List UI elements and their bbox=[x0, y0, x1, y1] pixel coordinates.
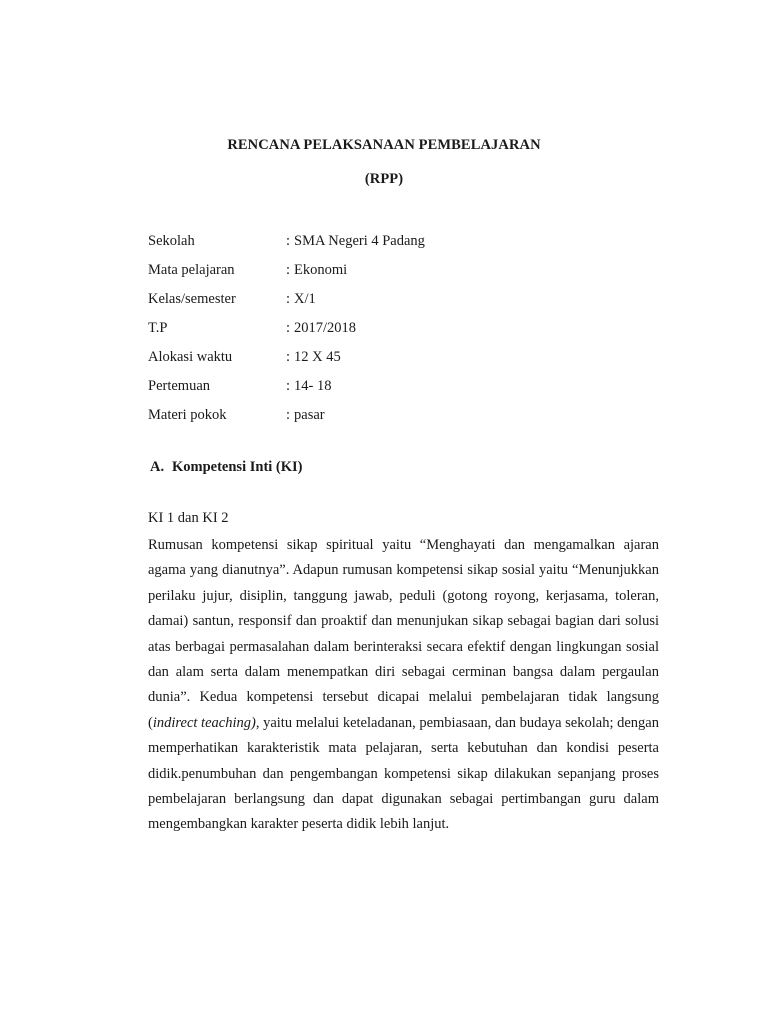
paragraph-text-part1: Rumusan kompetensi sikap spiritual yaitu “Menghayati dan mengamalkan ajaran agama yang dianutnya”. Adapun rumusan kompetensi sikap sosial yaitu “Menunjukkan perilaku jujur, disiplin, tanggung jawab, peduli (gotong royong, kerjasama, toleran, damai) santun, responsif dan proaktif dan menunjukan sikap sebagai bagian dari solusi atas berbagai permasalahan dalam berinteraksi secara efektif dengan lingkungan sosial dan alam serta dalam menempatkan diri sebagai cerminan bangsa dalam pergaulan dunia”. Kedua kompetensi tersebut dicapai melalui pembelajaran tidak langsung ( bbox=[148, 537, 659, 731]
info-row-materi-pokok bbox=[148, 405, 628, 434]
paragraph-italic-term: indirect teaching) bbox=[152, 714, 256, 731]
info-value: SMA Negeri 4 Padang bbox=[294, 233, 425, 249]
info-separator: : bbox=[286, 320, 291, 336]
info-value: X/1 bbox=[294, 291, 316, 307]
body-paragraph bbox=[148, 533, 659, 838]
info-label: Kelas/semester bbox=[148, 291, 236, 307]
ki-label: KI 1 dan KI 2 bbox=[148, 510, 229, 526]
info-label: Pertemuan bbox=[148, 378, 211, 394]
info-separator: : bbox=[286, 378, 291, 394]
info-row-pertemuan bbox=[148, 376, 628, 405]
info-label: Mata pelajaran bbox=[148, 262, 235, 278]
info-row-tp bbox=[148, 318, 628, 347]
info-separator: : bbox=[286, 349, 291, 365]
paragraph-text-part2: , yaitu melalui keteladanan, pembiasaan, dan budaya sekolah; dengan memperhatikan karakteristik mata pelajaran, serta kebutuhan dan kondisi peserta didik.penumbuhan dan pengembangan kompetensi sikap dilakukan sepanjang proses pembelajaran berlangsung dan dapat digunakan sebagai pertimbangan guru dalam mengembangkan karakter peserta didik lebih lanjut. bbox=[148, 714, 659, 833]
document-subtitle: (RPP) bbox=[364, 171, 404, 187]
info-value: 14- 18 bbox=[294, 378, 332, 394]
info-row-alokasi-waktu bbox=[148, 347, 628, 376]
info-table bbox=[148, 231, 628, 434]
info-separator: : bbox=[286, 407, 291, 423]
info-row-sekolah bbox=[148, 231, 628, 260]
info-separator: : bbox=[286, 291, 291, 307]
info-label: T.P bbox=[148, 320, 168, 336]
info-label: Alokasi waktu bbox=[148, 349, 233, 365]
section-title: Kompetensi Inti (KI) bbox=[172, 459, 303, 475]
info-separator: : bbox=[286, 262, 291, 278]
section-heading-kompetensi-inti bbox=[150, 459, 303, 476]
info-row-kelas-semester bbox=[148, 289, 628, 318]
info-row-mata-pelajaran bbox=[148, 260, 628, 289]
info-value: 2017/2018 bbox=[294, 320, 357, 336]
info-value: Ekonomi bbox=[294, 262, 348, 278]
document-title: RENCANA PELAKSANAAN PEMBELAJARAN bbox=[227, 137, 541, 153]
info-label: Sekolah bbox=[148, 233, 195, 249]
section-letter: A. bbox=[150, 459, 165, 475]
info-label: Materi pokok bbox=[148, 407, 227, 423]
info-separator: : bbox=[286, 233, 291, 249]
info-value: 12 X 45 bbox=[294, 349, 341, 365]
info-value: pasar bbox=[294, 407, 325, 423]
